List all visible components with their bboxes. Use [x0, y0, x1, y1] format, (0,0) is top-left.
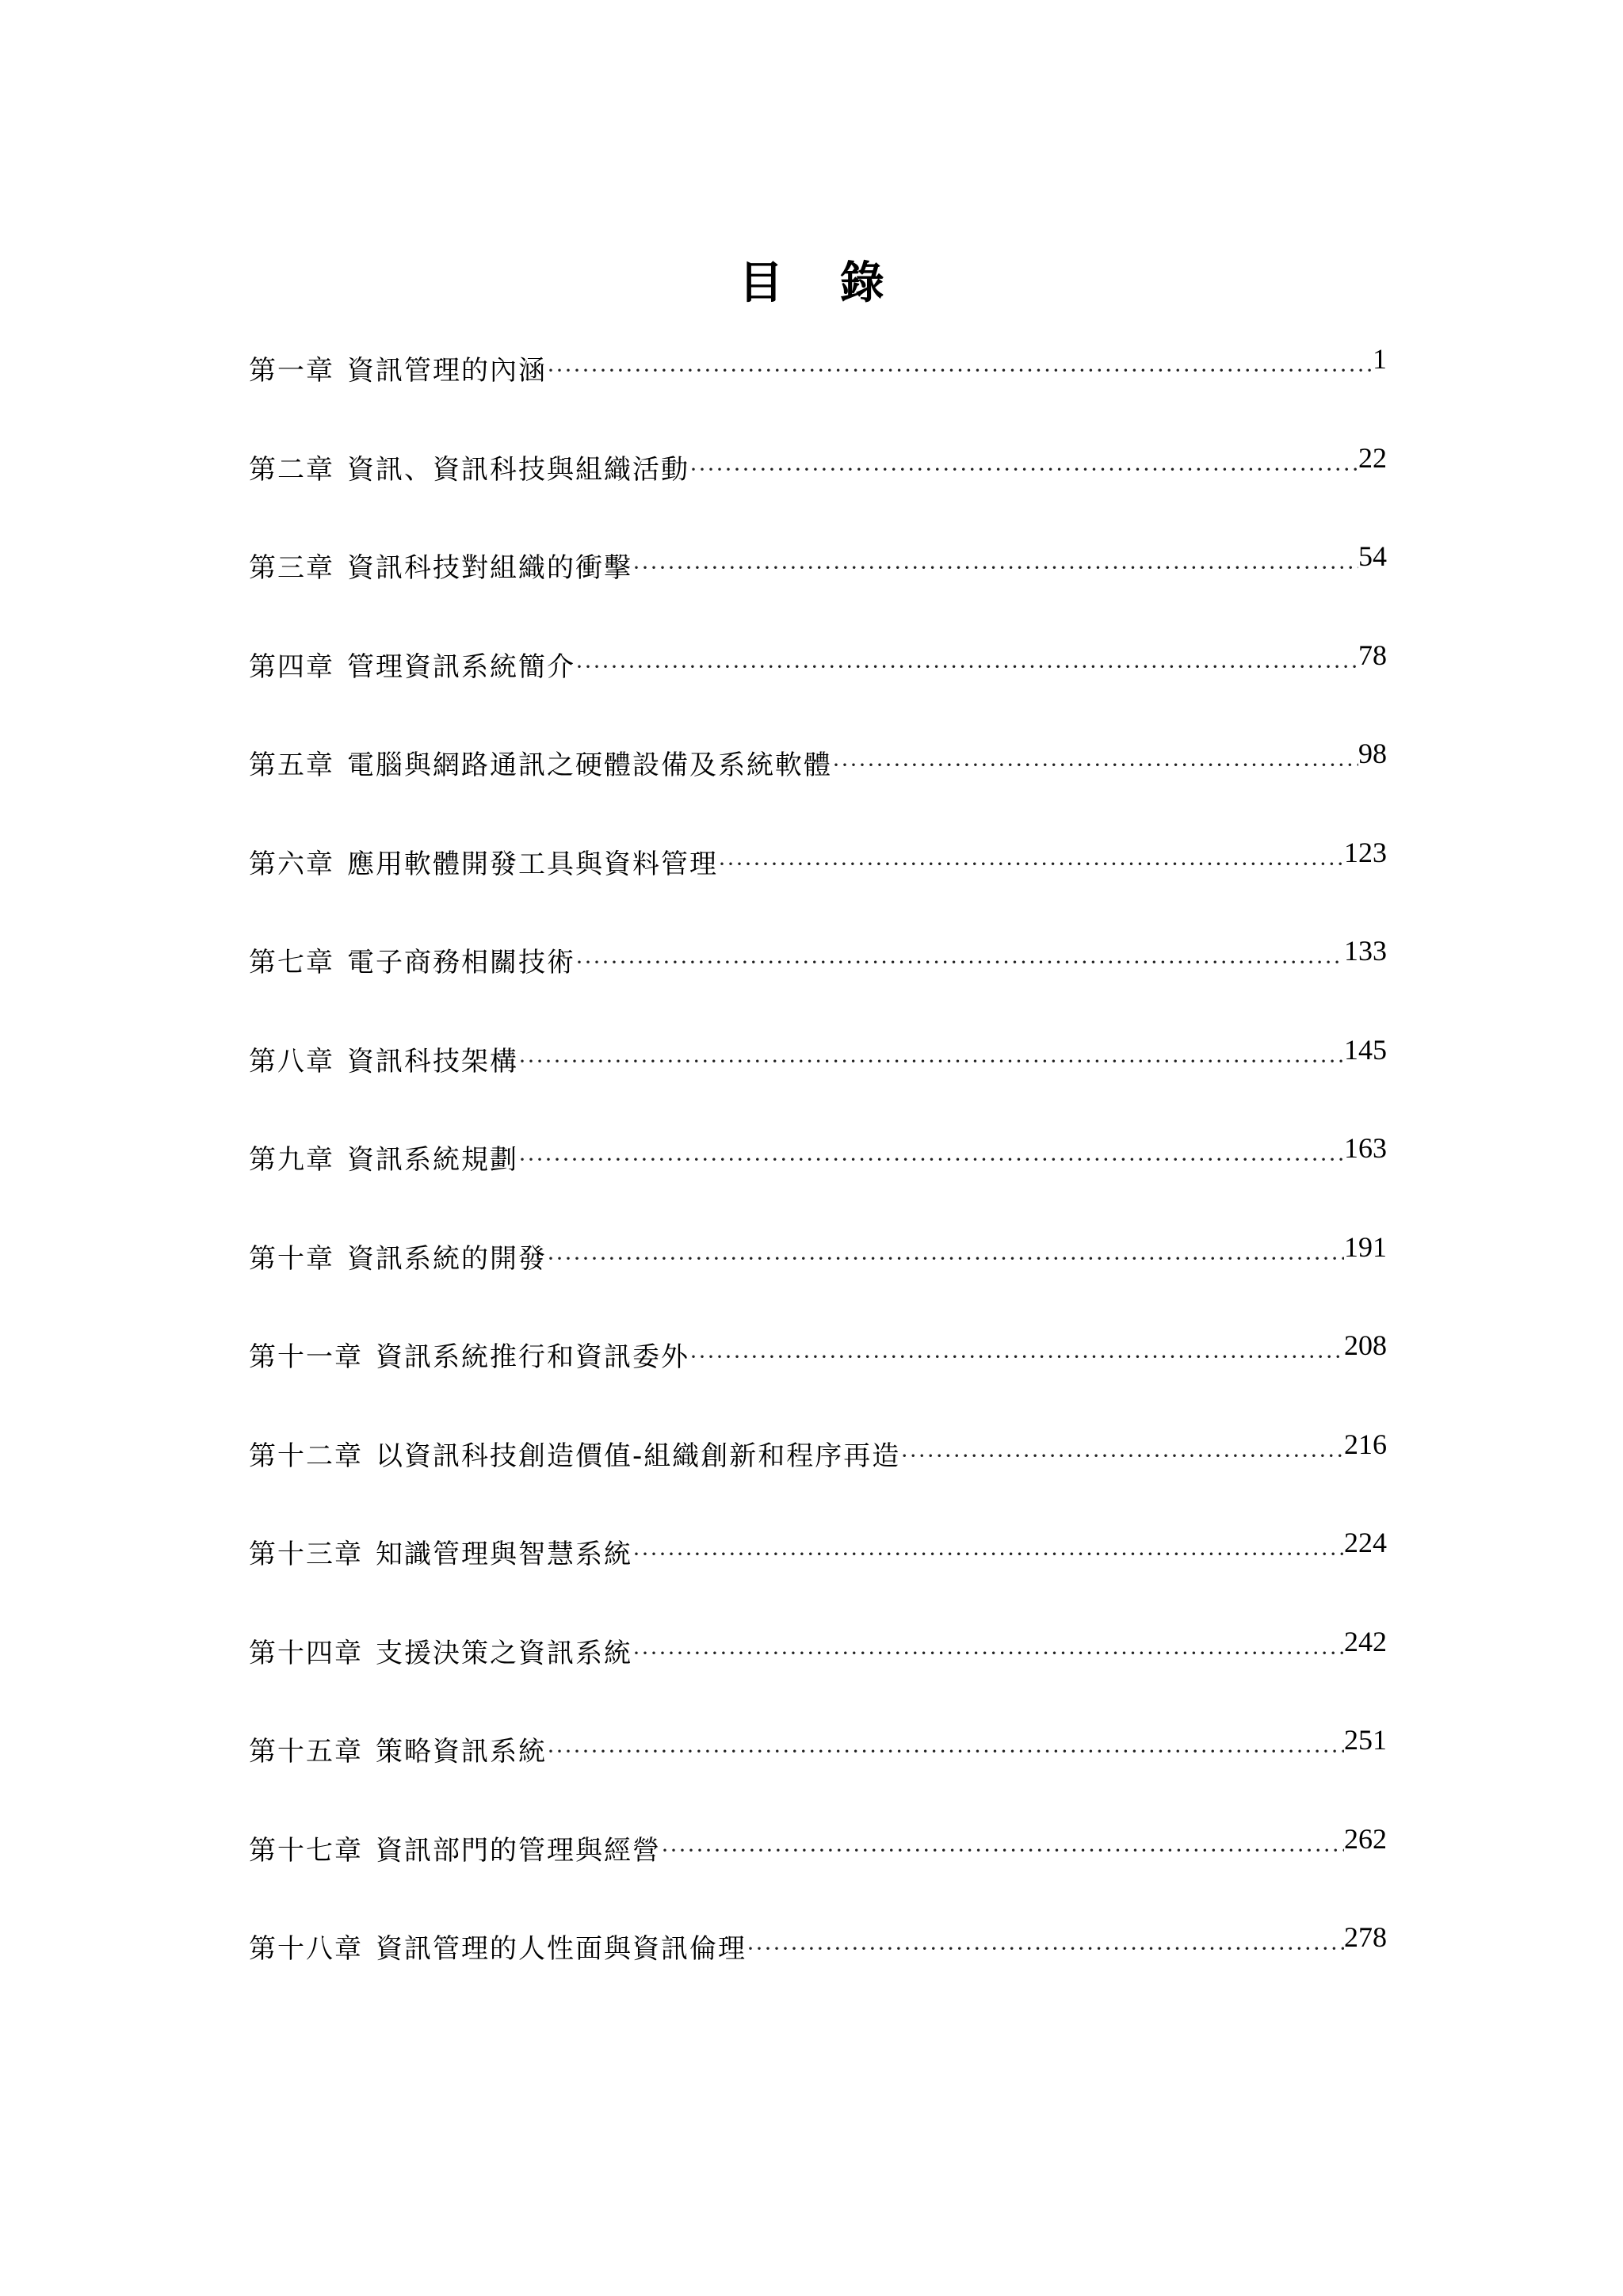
dot-leader [718, 851, 1344, 878]
dot-leader [575, 654, 1358, 681]
chapter-number: 第二章 [249, 453, 334, 486]
toc-entry [249, 441, 1387, 547]
chapter-title: 策略資訊系統 [376, 1736, 547, 1768]
dot-leader [689, 1344, 1344, 1371]
page-number: 262 [1344, 1822, 1387, 1855]
toc-entry [249, 540, 1387, 645]
dot-leader [747, 1936, 1344, 1962]
chapter-number: 第三章 [249, 552, 334, 584]
page-number: 278 [1344, 1921, 1387, 1953]
page-number: 123 [1344, 836, 1387, 868]
chapter-number: 第八章 [249, 1045, 334, 1077]
page-number: 145 [1344, 1033, 1387, 1066]
chapter-number: 第一章 [249, 355, 334, 387]
page-number: 78 [1358, 639, 1387, 671]
dot-leader [547, 1738, 1344, 1765]
chapter-title: 資訊系統的開發 [347, 1242, 547, 1275]
page-number: 251 [1344, 1724, 1387, 1756]
toc-entry [249, 1921, 1387, 2026]
page-number: 98 [1358, 738, 1387, 769]
chapter-title: 資訊系統推行和資訊委外 [376, 1341, 689, 1373]
dot-leader [518, 1146, 1344, 1173]
dot-leader [575, 949, 1344, 976]
toc-entry [249, 1033, 1387, 1138]
dot-leader [832, 752, 1358, 779]
chapter-title: 資訊部門的管理與經營 [376, 1834, 661, 1867]
dot-leader [661, 1837, 1344, 1864]
chapter-title: 資訊科技架構 [347, 1045, 518, 1077]
page-number: 22 [1358, 441, 1387, 474]
dot-leader [547, 1245, 1344, 1272]
toc-entry [249, 1625, 1387, 1730]
chapter-number: 第十章 [249, 1242, 334, 1275]
dot-leader [547, 357, 1373, 384]
chapter-title: 支援決策之資訊系統 [376, 1637, 632, 1669]
chapter-number: 第十五章 [249, 1736, 363, 1768]
chapter-number: 第五章 [249, 749, 334, 781]
chapter-title: 應用軟體開發工具與資料管理 [347, 848, 718, 880]
page-number: 163 [1344, 1132, 1387, 1164]
chapter-title: 資訊、資訊科技與組織活動 [347, 453, 689, 486]
chapter-title: 以資訊科技創造價值-組織創新和程序再造 [376, 1440, 901, 1472]
page-number: 216 [1344, 1428, 1387, 1460]
chapter-title: 電子商務相關技術 [347, 947, 575, 978]
chapter-number: 第十三章 [249, 1539, 363, 1570]
chapter-number: 第十八章 [249, 1933, 363, 1965]
chapter-title: 資訊管理的內涵 [347, 355, 547, 387]
dot-leader [632, 1541, 1344, 1568]
toc-entry [249, 1822, 1387, 1928]
chapter-number: 第十一章 [249, 1341, 363, 1373]
chapter-number: 第六章 [249, 848, 334, 880]
chapter-number: 第九章 [249, 1144, 334, 1176]
chapter-number: 第四章 [249, 650, 334, 683]
chapter-title: 資訊系統規劃 [347, 1144, 518, 1176]
dot-leader [632, 1640, 1344, 1667]
toc-entry [249, 639, 1387, 744]
chapter-title: 管理資訊系統簡介 [347, 650, 575, 683]
dot-leader [689, 456, 1358, 483]
toc-entry [249, 935, 1387, 1039]
toc-entry [249, 1230, 1387, 1336]
toc-entry [249, 1527, 1387, 1631]
chapter-number: 第十四章 [249, 1637, 363, 1669]
chapter-number: 第十七章 [249, 1834, 363, 1867]
page-number: 1 [1373, 343, 1387, 375]
dot-leader [632, 555, 1358, 582]
toc-entry [249, 1329, 1387, 1434]
chapter-title: 資訊管理的人性面與資訊倫理 [376, 1933, 747, 1965]
chapter-title: 知識管理與智慧系統 [376, 1539, 632, 1570]
chapter-title: 資訊科技對組織的衝擊 [347, 552, 632, 584]
page-number: 208 [1344, 1329, 1387, 1361]
toc-entry [249, 1428, 1387, 1533]
dot-leader [900, 1443, 1344, 1470]
page-number: 242 [1344, 1625, 1387, 1657]
chapter-number: 第十二章 [249, 1440, 363, 1472]
page-number: 224 [1344, 1527, 1387, 1558]
page-number: 133 [1344, 935, 1387, 967]
dot-leader [518, 1048, 1344, 1075]
page-number: 191 [1344, 1230, 1387, 1263]
toc-entry [249, 836, 1387, 941]
table-of-contents [249, 343, 1387, 2026]
toc-entry [249, 343, 1387, 448]
toc-entry [249, 738, 1387, 842]
toc-entry [249, 1724, 1387, 1829]
chapter-title: 電腦與網路通訊之硬體設備及系統軟體 [347, 749, 832, 781]
toc-entry [249, 1132, 1387, 1237]
page-title: 目 錄 [739, 257, 905, 309]
page-number: 54 [1358, 540, 1387, 572]
chapter-number: 第七章 [249, 947, 334, 978]
